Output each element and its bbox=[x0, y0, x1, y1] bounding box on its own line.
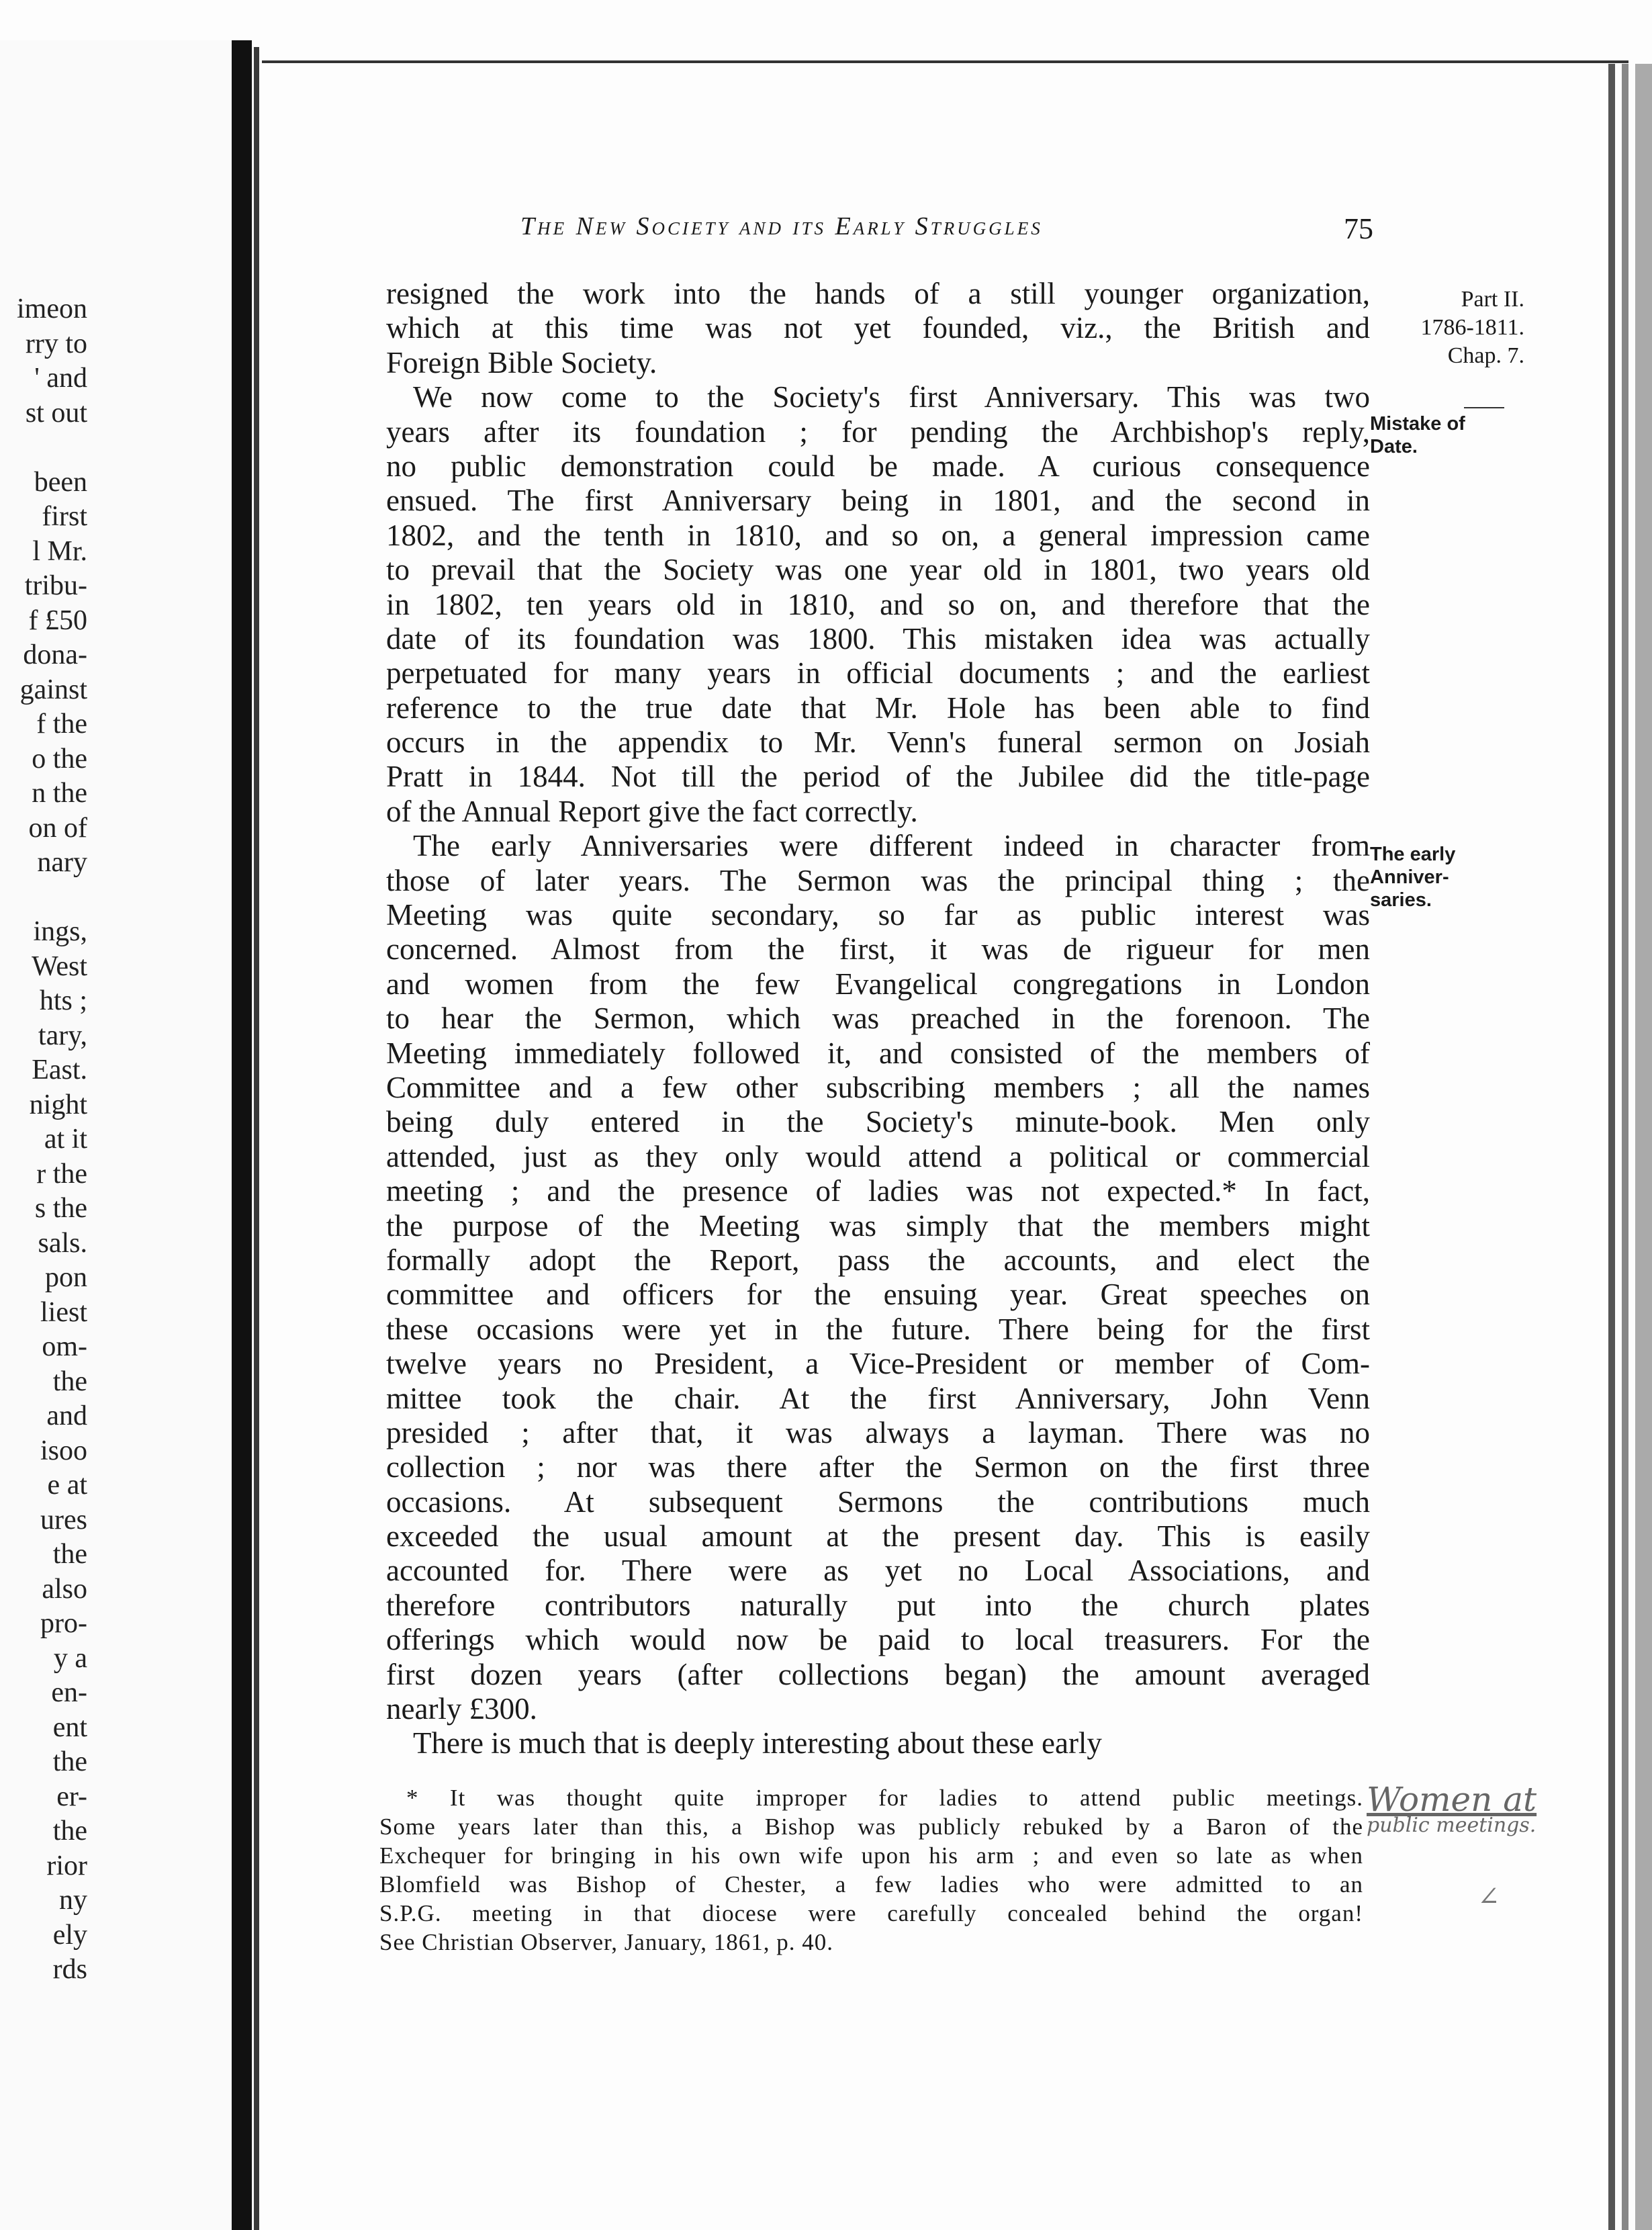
handwritten-line: public meetings. bbox=[1367, 1814, 1536, 1837]
text-line: We now come to the Society's first Anniversary. This was two bbox=[413, 380, 1370, 414]
text-line: no public demonstration could be made. A curious consequence bbox=[386, 449, 1370, 483]
text-line: and women from the few Evangelical congregations in London bbox=[386, 967, 1370, 1001]
text-line: of the Annual Report give the fact correctly. bbox=[386, 794, 918, 828]
text-line: in 1802, ten years old in 1810, and so on, and therefore that the bbox=[386, 587, 1370, 621]
page-edge bbox=[1608, 64, 1615, 2230]
text-line: occurs in the appendix to Mr. Venn's funeral sermon on Josiah bbox=[386, 725, 1370, 760]
text-line: exceeded the usual amount at the present day. This is easily bbox=[386, 1519, 1370, 1554]
text-line: the purpose of the Meeting was simply that the members might bbox=[386, 1208, 1370, 1243]
text-line: resigned the work into the hands of a still younger organization, bbox=[386, 277, 1370, 310]
facing-page-line: tary, bbox=[38, 1020, 87, 1051]
part-label: Part II. bbox=[1461, 287, 1524, 312]
margin-note-line: The early bbox=[1370, 844, 1456, 865]
margin-rule bbox=[1464, 407, 1504, 408]
text-line: accounted for. There were as yet no Local Associations, and bbox=[386, 1554, 1370, 1588]
facing-page-line: er- bbox=[56, 1781, 87, 1812]
pencil-mark: ∠ bbox=[1477, 1881, 1500, 1912]
facing-page-line: y a bbox=[53, 1642, 87, 1674]
facing-page-line bbox=[0, 881, 87, 916]
facing-page-text bbox=[0, 292, 87, 1988]
facing-page-line: isoo bbox=[40, 1435, 87, 1466]
margin-note-line: Date. bbox=[1370, 436, 1418, 457]
facing-page-line: en- bbox=[51, 1677, 87, 1708]
facing-page-line: s the bbox=[34, 1193, 87, 1224]
text-line: mittee took the chair. At the first Anniversary, John Venn bbox=[386, 1381, 1370, 1415]
running-head bbox=[520, 212, 1373, 252]
book-gutter-shadow bbox=[254, 47, 259, 2230]
text-line: which at this time was not yet founded, viz., the British and bbox=[386, 311, 1370, 345]
body-text bbox=[386, 277, 1370, 1761]
facing-page-line: West bbox=[32, 950, 87, 982]
facing-page-line: pon bbox=[45, 1262, 87, 1293]
facing-page-line: e at bbox=[47, 1470, 87, 1501]
text-line: date of its foundation was 1800. This mistaken idea was actually bbox=[386, 621, 1370, 656]
facing-page-line: nary bbox=[37, 847, 87, 878]
margin-note-line: saries. bbox=[1370, 889, 1432, 911]
text-line: Foreign Bible Society. bbox=[386, 345, 657, 380]
page-edge bbox=[1622, 64, 1628, 2230]
text-line: perpetuated for many years in official documents ; and the earliest bbox=[386, 656, 1370, 690]
chapter-label: Chap. 7. bbox=[1447, 343, 1524, 368]
page-top-edge bbox=[262, 60, 1628, 63]
facing-page-line: gainst bbox=[19, 674, 87, 705]
facing-page-line: ings, bbox=[33, 916, 87, 947]
text-line: twelve years no President, a Vice-President or member of Com- bbox=[386, 1347, 1370, 1381]
facing-page-line: East. bbox=[32, 1055, 87, 1085]
text-line: to prevail that the Society was one year old in 1801, two years old bbox=[386, 553, 1370, 587]
page-number: 75 bbox=[1344, 212, 1373, 245]
facing-page-line: also bbox=[42, 1573, 87, 1605]
footnote-line: Exchequer for bringing in his own wife upon his arm ; and even so late as when bbox=[379, 1842, 1363, 1869]
facing-page-line: f £50 bbox=[28, 605, 87, 636]
text-line: being duly entered in the Society's minute-book. Men only bbox=[386, 1105, 1370, 1139]
facing-page-line: night bbox=[29, 1089, 87, 1120]
facing-page-line: l Mr. bbox=[32, 535, 87, 567]
date-range: 1786-1811. bbox=[1420, 315, 1524, 340]
text-line: Meeting was quite secondary, so far as public interest was bbox=[386, 898, 1370, 932]
facing-page-line: imeon bbox=[17, 294, 87, 324]
facing-page-line: o the bbox=[32, 743, 87, 774]
text-line: to hear the Sermon, which was preached in the forenoon. The bbox=[386, 1001, 1370, 1036]
margin-note-line: Mistake of bbox=[1370, 413, 1465, 435]
running-title: The New Society and its Early Struggles bbox=[520, 212, 1043, 240]
margin-note-line: Anniver- bbox=[1370, 866, 1449, 888]
facing-page-line: the bbox=[52, 1746, 87, 1777]
text-line: The early Anniversaries were different indeed in character from bbox=[413, 829, 1370, 863]
text-line: presided ; after that, it was always a layman. There was no bbox=[386, 1415, 1370, 1450]
facing-page-line: ' and bbox=[34, 363, 87, 394]
facing-page-line: on of bbox=[28, 812, 87, 844]
text-line: ensued. The first Anniversary being in 1801, and the second in bbox=[386, 484, 1370, 518]
text-line: occasions. At subsequent Sermons the contributions much bbox=[386, 1484, 1370, 1519]
margin-note-mistake bbox=[1370, 403, 1524, 458]
book-gutter bbox=[232, 40, 252, 2230]
text-line: therefore contributors naturally put into the church plates bbox=[386, 1588, 1370, 1622]
footnote-line: S.P.G. meeting in that diocese were carefully concealed behind the organ! bbox=[379, 1900, 1363, 1926]
facing-page-line: rds bbox=[52, 1954, 87, 1985]
footnote bbox=[379, 1783, 1363, 1957]
text-line: those of later years. The Sermon was the principal thing ; the bbox=[386, 863, 1370, 897]
footnote-line: Blomfield was Bishop of Chester, a few ladies who were admitted to an bbox=[379, 1871, 1363, 1898]
text-line: collection ; nor was there after the Sermon on the first three bbox=[386, 1450, 1370, 1484]
text-line: offerings which would now be paid to local treasurers. For the bbox=[386, 1623, 1370, 1657]
facing-page-line: ely bbox=[52, 1919, 87, 1951]
handwritten-line: Women at bbox=[1367, 1780, 1537, 1819]
text-line: concerned. Almost from the first, it was de rigueur for men bbox=[386, 932, 1370, 967]
facing-page-line: rry to bbox=[25, 328, 87, 359]
text-line: There is much that is deeply interesting about these early bbox=[413, 1726, 1102, 1760]
facing-page-line: the bbox=[52, 1816, 87, 1846]
facing-page-line: the bbox=[52, 1366, 87, 1397]
page-edge bbox=[1635, 64, 1652, 2230]
facing-page-line: om- bbox=[42, 1331, 87, 1362]
text-line: attended, just as they only would attend a political or commercial bbox=[386, 1139, 1370, 1173]
facing-page-line bbox=[0, 431, 87, 465]
text-line: years after its foundation ; for pending the Archbishop's reply, bbox=[386, 414, 1370, 449]
text-line: Pratt in 1844. Not till the period of the Jubilee did the title-page bbox=[386, 760, 1370, 794]
facing-page-line: sals. bbox=[38, 1227, 87, 1259]
facing-page-line: at it bbox=[44, 1124, 87, 1155]
text-line: Committee and a few other subscribing members ; all the names bbox=[386, 1070, 1370, 1104]
text-line: these occasions were yet in the future. There being for the first bbox=[386, 1312, 1370, 1346]
margin-note-part bbox=[1370, 285, 1524, 370]
text-line: nearly £300. bbox=[386, 1692, 537, 1726]
footnote-line: Some years later than this, a Bishop was publicly rebuked by a Baron of the bbox=[379, 1814, 1363, 1840]
facing-page-line: liest bbox=[40, 1296, 87, 1328]
text-line: Meeting immediately followed it, and consisted of the members of bbox=[386, 1036, 1370, 1070]
text-line: meeting ; and the presence of ladies was not expected.* In fact, bbox=[386, 1174, 1370, 1208]
footnote-line: * It was thought quite improper for ladies to attend public meetings. bbox=[406, 1785, 1363, 1811]
facing-page-line: st out bbox=[25, 397, 87, 429]
facing-page-line: and bbox=[46, 1400, 87, 1431]
facing-page-line: f the bbox=[36, 709, 87, 740]
facing-page-line: r the bbox=[36, 1158, 87, 1190]
text-line: reference to the true date that Mr. Hole has been able to find bbox=[386, 690, 1370, 725]
facing-page-line: rior bbox=[46, 1850, 87, 1881]
facing-page-line: n the bbox=[32, 778, 87, 809]
facing-page-line: been bbox=[34, 466, 87, 498]
text-line: committee and officers for the ensuing year. Great speeches on bbox=[386, 1278, 1370, 1312]
facing-page-line: pro- bbox=[40, 1608, 87, 1639]
facing-page-line: ures bbox=[40, 1504, 87, 1535]
facing-page-line: dona- bbox=[23, 639, 87, 670]
text-line: 1802, and the tenth in 1810, and so on, a general impression came bbox=[386, 518, 1370, 552]
facing-page-line: ny bbox=[59, 1885, 87, 1916]
margin-note-anniversaries bbox=[1370, 843, 1524, 911]
facing-page-line: the bbox=[52, 1539, 87, 1570]
text-line: first dozen years (after collections began) the amount averaged bbox=[386, 1657, 1370, 1691]
text-line: formally adopt the Report, pass the accounts, and elect the bbox=[386, 1243, 1370, 1277]
facing-page-line: ent bbox=[52, 1711, 87, 1743]
facing-page-line: tribu- bbox=[24, 570, 87, 601]
facing-page bbox=[0, 40, 234, 2230]
facing-page-line: hts ; bbox=[39, 985, 87, 1016]
footnote-line: See Christian Observer, January, 1861, p. 40. bbox=[379, 1929, 834, 1955]
facing-page-line: first bbox=[42, 501, 87, 532]
handwritten-annotation bbox=[1367, 1780, 1568, 1837]
